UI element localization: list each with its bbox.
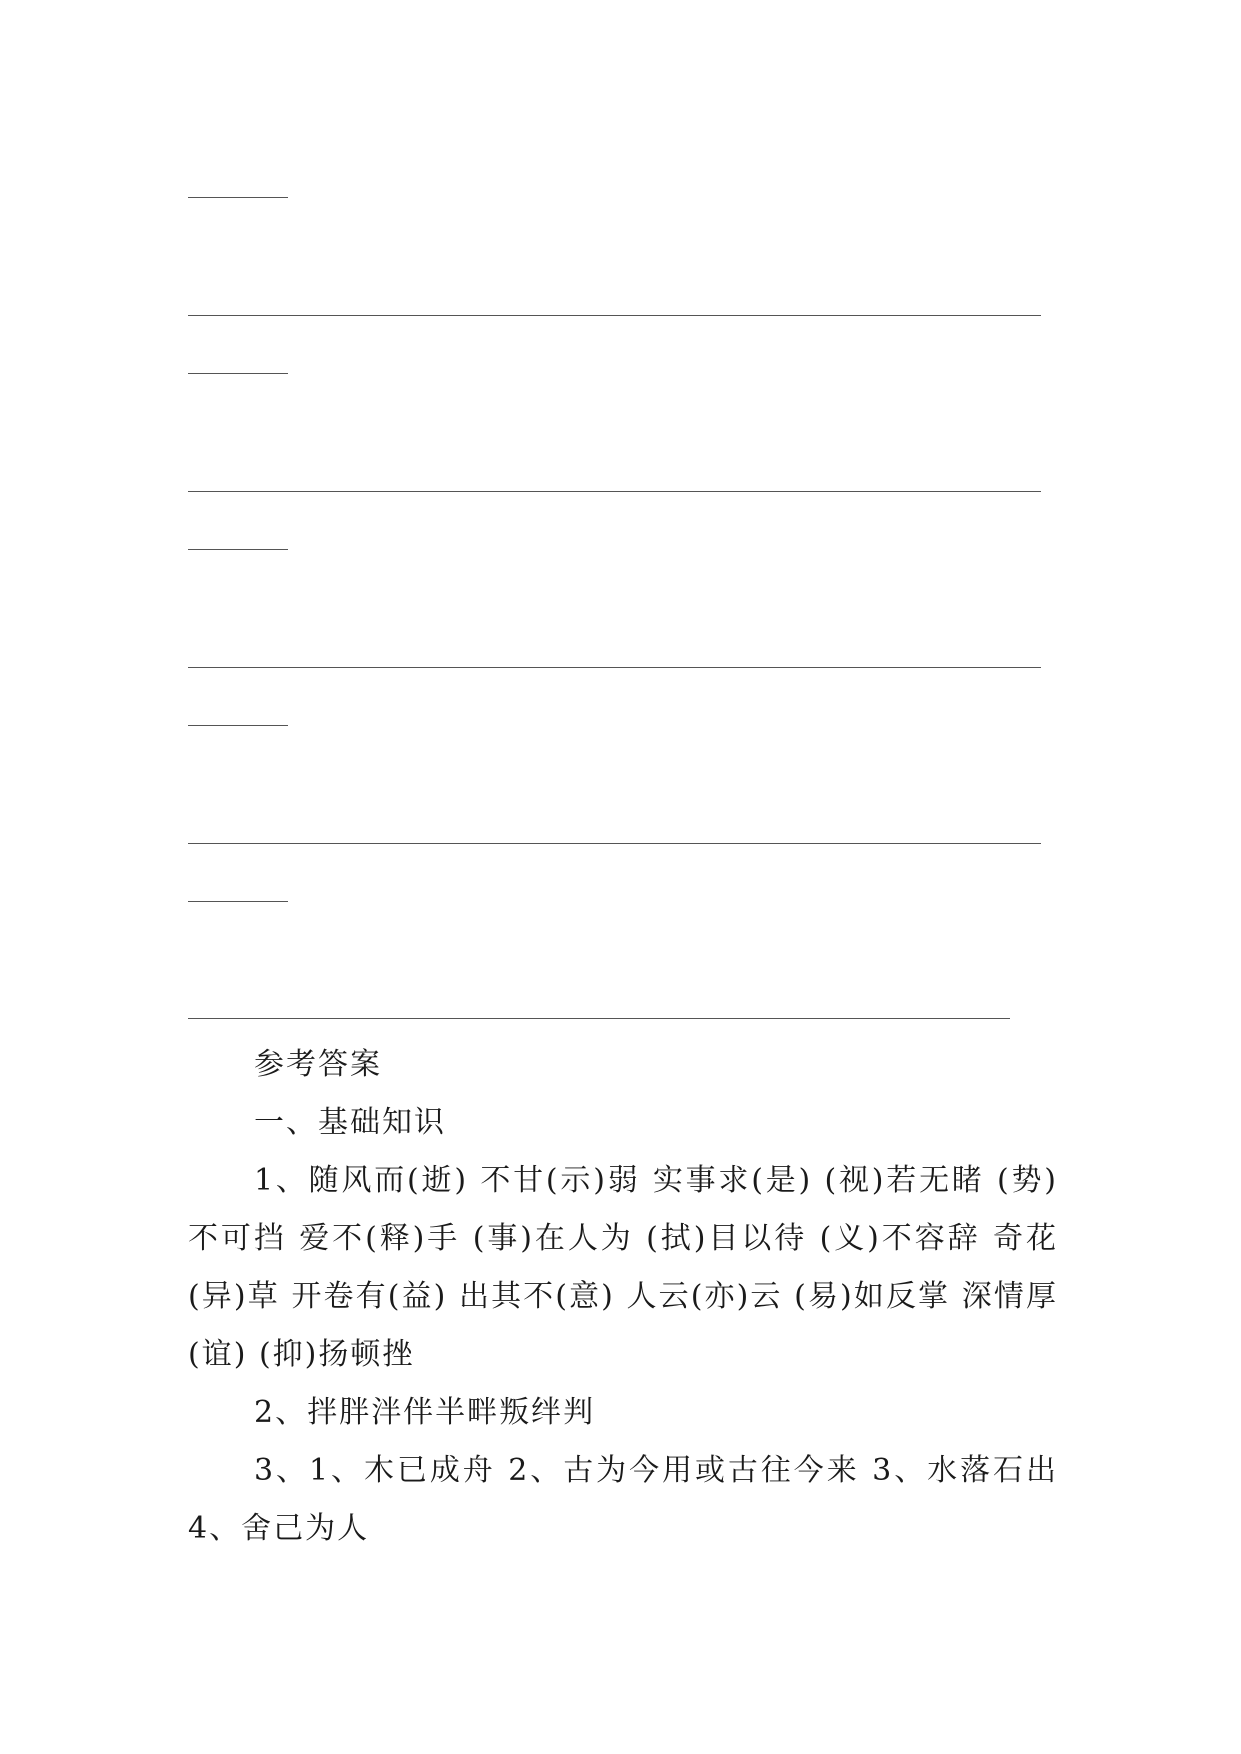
writing-line xyxy=(188,197,288,198)
writing-line xyxy=(188,549,288,550)
section-heading: 一、基础知识 xyxy=(254,1105,446,1140)
answer-section xyxy=(188,1036,1058,1558)
writing-line xyxy=(188,373,288,374)
writing-line xyxy=(188,901,288,902)
writing-line xyxy=(188,1018,1010,1019)
writing-line xyxy=(188,725,288,726)
answer-item: 2、拌胖泮伴半畔叛绊判 xyxy=(254,1395,596,1430)
answer-item: 3、1、木已成舟 2、古为今用或古往今来 3、水落石出 4、舍己为人 xyxy=(188,1453,1058,1546)
answer-title: 参考答案 xyxy=(254,1047,382,1082)
writing-line xyxy=(188,843,1041,844)
answer-item: 1、随风而(逝) 不甘(示)弱 实事求(是) (视)若无睹 (势)不可挡 爱不(释)手 (事)在人为 (拭)目以待 (义)不容辞 奇花(异)草 开卷有(益) 出其不(意) 人云(亦)云 (易)如反掌 深情厚(谊) (抑)扬顿挫 xyxy=(188,1163,1058,1372)
writing-line xyxy=(188,315,1041,316)
writing-line xyxy=(188,667,1041,668)
writing-line xyxy=(188,491,1041,492)
